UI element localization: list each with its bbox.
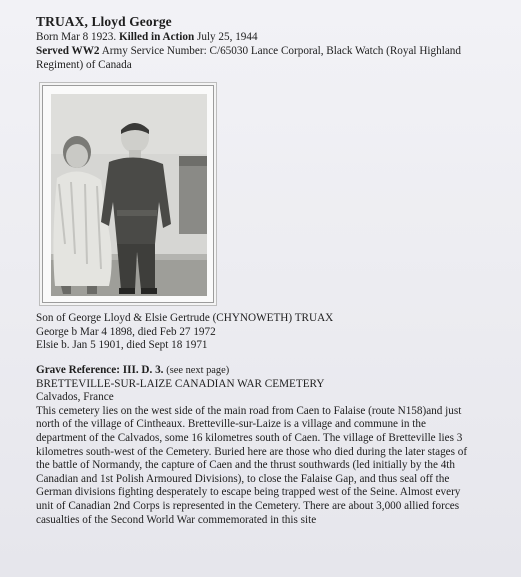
- birth-death-line: [36, 30, 506, 44]
- killed-label: Killed in Action: [118, 31, 195, 43]
- killed-date: July 25, 1944: [196, 31, 258, 43]
- father-line: George b Mar 4 1898, died Feb 27 1972: [36, 325, 216, 338]
- description-line: casualties of the Second World War commemorated in this site: [36, 513, 317, 526]
- soldier-header: [36, 14, 506, 72]
- served-label: Served WW2: [36, 45, 100, 57]
- portrait-photo-image: [51, 94, 207, 296]
- description-line: Canadian and 1st Polish Armoured Divisions), to close the Falaise Gap, and thus seal off the: [36, 472, 450, 485]
- photo-frame: [42, 85, 214, 303]
- service-text: Army Service Number: C/65030 Lance Corporal, Black Watch (Royal Highland: [101, 45, 461, 57]
- soldier-name: TRUAX, Lloyd George: [36, 14, 172, 29]
- description-line: German divisions fighting desperately to escape being trapped west of the Seine. Almost every: [36, 486, 461, 499]
- grave-reference-line: [36, 364, 514, 378]
- cemetery-description: [36, 405, 514, 527]
- family-info: [36, 312, 506, 353]
- service-line: [36, 44, 506, 58]
- description-line: north of the village of Cintheaux. Bretteville-sur-Laize is a village and commune in the: [36, 418, 426, 431]
- cemetery-name: BRETTEVILLE-SUR-LAIZE CANADIAN WAR CEMETERY: [36, 377, 325, 390]
- service-line-2: Regiment) of Canada: [36, 59, 132, 71]
- description-line: unit of Canadian 2nd Corps is represented in the Cemetery. There are about 3,000 allied forces: [36, 499, 460, 512]
- description-line: This cemetery lies on the west side of the main road from Caen to Falaise (route N158)and just: [36, 404, 462, 417]
- grave-reference-note: (see next page): [166, 365, 230, 376]
- description-line: the battle of Normandy, the capture of Caen and the thrust southwards (led initially by the 4th: [36, 459, 456, 472]
- mother-line: Elsie b. Jan 5 1901, died Sept 18 1971: [36, 339, 208, 352]
- born-text: Born Mar 8 1923.: [36, 31, 117, 43]
- parents-line: Son of George Lloyd & Elsie Gertrude (CHYNOWETH) TRUAX: [36, 312, 334, 324]
- description-line: department of the Calvados, some 16 kilometres south of Caen. The village of Bretteville lies 3: [36, 431, 463, 444]
- description-line: kilometres south-west of the Cemetery. Buried here are those who died during the later stages of: [36, 445, 468, 458]
- grave-info: [36, 364, 514, 527]
- portrait-photo: [51, 94, 207, 296]
- grave-reference: Grave Reference: III. D. 3.: [36, 364, 164, 376]
- cemetery-location: Calvados, France: [36, 391, 114, 404]
